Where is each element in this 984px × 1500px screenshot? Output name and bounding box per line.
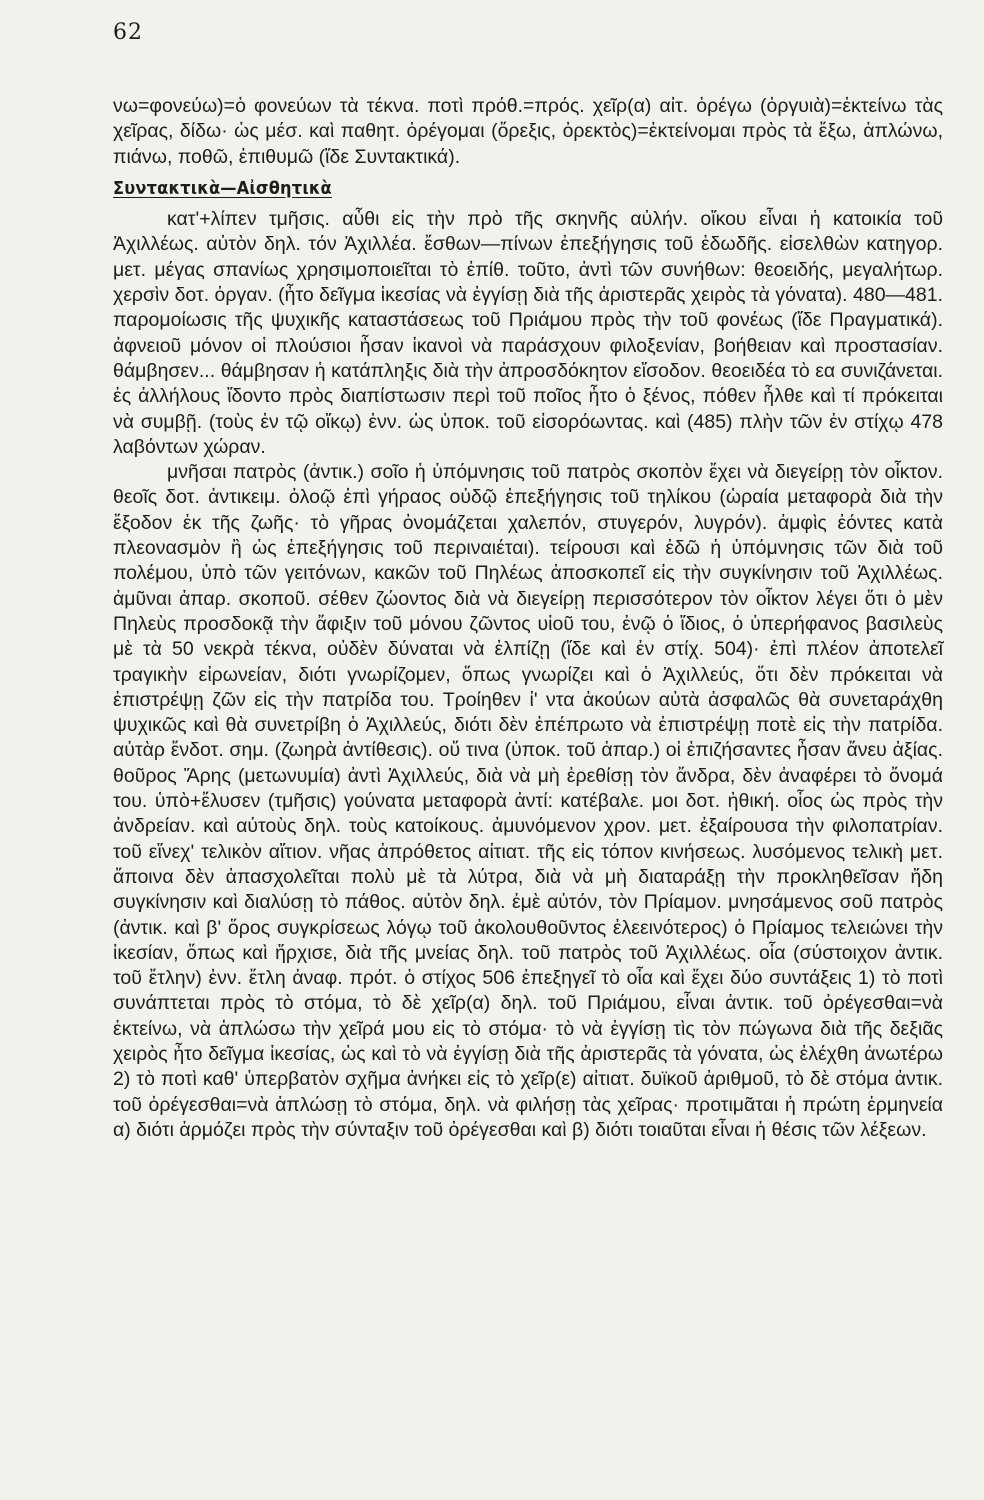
intro-paragraph: νω=φονεύω)=ὁ φονεύων τὰ τέκνα. ποτὶ πρόθ.=πρός. χεῖρ(α) αἰτ. ὀρέγω (ὀργυιὰ)=ἐκτείνω τὰς χεῖρας, δίδω· ὡς μέσ. καὶ παθητ. ὀρέγομαι (ὄρεξις, ὀρεκτὸς)=ἐκτείνομαι πρὸς τὰ ἔξω, ἁπλώνω, πιάνω, ποθῶ, ἐπιθυμῶ (ἴδε Συντακτικά). bbox=[113, 95, 943, 168]
page-number: 62 bbox=[113, 20, 143, 45]
section-heading: Συντακτικὰ—Αἰσθητικὰ bbox=[113, 177, 332, 199]
commentary-paragraph-2: μνῆσαι πατρὸς (ἀντικ.) σοῖο ἡ ὑπόμνησις τοῦ πατρὸς σκοπὸν ἔχει νὰ διεγείρῃ τὸν οἶκτον. θεοῖς δοτ. ἀντικειμ. ὀλοῷ ἐπὶ γήραος οὐδῷ ἐπεξήγησις τοῦ τηλίκου (ὡραία μεταφορὰ διὰ τὴν ἔξοδον ἐκ τῆς ζωῆς· τὸ γῆρας ὀνομάζεται χαλεπόν, στυγερόν, λυγρόν). ἀμφὶς ἐόντες κατὰ πλεονασμὸν ἢ ὡς ἐπεξήγησις τοῦ περιναιέται). τείρουσι καὶ ἐδῶ ἡ ὑπόμνησις τῶν διὰ τοῦ πολέμου, ὑπὸ τῶν γειτόνων, κακῶν τοῦ Πηλέως ἀποσκοπεῖ εἰς τὴν συγκίνησιν τοῦ Ἀχιλλέως. ἀμῦναι ἀπαρ. σκοποῦ. σέθεν ζώοντος διὰ νὰ διεγείρῃ περισσότερον τὸν οἶκτον λέγει ὅτι ὁ μὲν Πηλεὺς προσδοκᾷ τὴν ἄφιξιν τοῦ μόνου ζῶντος υἱοῦ του, ἐνῷ ὁ ἴδιος, ὁ ὑπερήφανος βασιλεὺς μὲ τὰ 50 νεκρὰ τέκνα, οὐδὲν δύναται νὰ ἐλπίζῃ (ἴδε καὶ ἐν στίχ. 504)· ἐπὶ πλέον ἀποτελεῖ τραγικὴν εἰρωνείαν, διότι γνωρίζομεν, ὅπως γνωρίζει καὶ ὁ Ἀχιλλεύς, ὅτι δὲν πρόκειται νὰ ἐπιστρέψῃ ζῶν εἰς τὴν πατρίδα του. Τροίηθεν ἰ' ντα ἀκούων αὐτὰ ἀσφαλῶς θὰ συνεταράχθη ψυχικῶς καὶ θὰ συνετρίβη ὁ Ἀχιλλεύς, διότι δὲν ἐπέπρωτο νὰ ἐπιστρέψῃ ποτὲ εἰς τὴν πατρίδα. αὐτὰρ ἔνδοτ. σημ. (ζωηρὰ ἀντίθεσις). οὔ τινα (ὑποκ. τοῦ ἀπαρ.) οἱ ἐπιζήσαντες ἦσαν ἄνευ ἀξίας. θοῦρος Ἄρης (μετωνυμία) ἀντὶ Ἀχιλλεύς, διὰ νὰ μὴ ἐρεθίσῃ τὸν ἄνδρα, δὲν ἀναφέρει τὸ ὄνομά του. ὑπὸ+ἔλυσεν (τμῆσις) γούνατα μεταφορὰ ἀντί: κατέβαλε. μοι δοτ. ἠθική. οἷος ὡς πρὸς τὴν ἀνδρείαν. καὶ αὐτοὺς δηλ. τοὺς κατοίκους. ἀμυνόμενον χρον. μετ. ἐξαίρουσα τὴν φιλοπατρίαν. τοῦ εἵνεχ' τελικὸν αἴτιον. νῆας ἀπρόθετος αἰτιατ. τῆς εἰς τόπον κινήσεως. λυσόμενος τελικὴ μετ. ἄποινα δὲν ἀπασχολεῖται πολὺ μὲ τὰ λύτρα, διὰ νὰ μὴ διαταράξῃ τὴν προκληθεῖσαν ἤδη συγκίνησιν καὶ διαλύσῃ τὸ πάθος. αὐτὸν δηλ. ἐμὲ αὐτόν, τὸν Πρίαμον. μνησάμενος σοῦ πατρὸς (ἀντικ. καὶ β' ὅρος συγκρίσεως λόγῳ τοῦ ἀκολουθοῦντος ἐλεεινότερος) ὁ Πρίαμος τελειώνει τὴν ἱκεσίαν, ὅπως καὶ ἤρχισε, διὰ τῆς μνείας δηλ. τοῦ πατρὸς τοῦ Ἀχιλλέως. οἷα (σύστοιχον ἀντικ. τοῦ ἔτλην) ἐνν. ἔτλη ἀναφ. πρότ. ὁ στίχος 506 ἐπεξηγεῖ τὸ οἷα καὶ ἔχει δύο συντάξεις 1) τὸ ποτὶ συνάπτεται πρὸς τὸ στόμα, τὸ δὲ χεῖρ(α) δηλ. τοῦ Πριάμου, εἶναι ἀντικ. τοῦ ὀρέγεσθαι=νὰ ἐκτείνω, νὰ ἁπλώσω τὴν χεῖρά μου εἰς τὸ στόμα· τὸ νὰ ἐγγίσῃ τὶς τὸν πώγωνα διὰ τῆς δεξιᾶς χειρὸς ἦτο δεῖγμα ἱκεσίας, ὡς καὶ τὸ νὰ ἐγγίσῃ διὰ τῆς ἀριστερᾶς τὰ γόνατα, ὡς ἐλέχθη ἀνωτέρω 2) τὸ ποτὶ καθ' ὑπερβατὸν σχῆμα ἀνήκει εἰς τὸ χεῖρ(ε) αἰτιατ. δυϊκοῦ ἀριθμοῦ, τὸ δὲ στόμα ἀντικ. τοῦ ὀρέγεσθαι=νὰ ἁπλώσῃ τὸ στόμα, δηλ. νὰ φιλήσῃ τὰς χεῖρας· προτιμᾶται ἡ πρώτη ἑρμηνεία α) διότι ἁρμόζει πρὸς τὴν σύνταξιν τοῦ ὀρέγεσθαι καὶ β) διότι τοιαῦται εἶναι ἡ θέσις τῶν λέξεων. bbox=[113, 461, 943, 1141]
commentary-paragraph-1: κατ'+λίπεν τμῆσις. αὖθι εἰς τὴν πρὸ τῆς σκηνῆς αὐλήν. οἴκου εἶναι ἡ κατοικία τοῦ Ἀχιλλέως. αὐτὸν δηλ. τόν Ἀχιλλέα. ἔσθων—πίνων ἐπεξήγησις τοῦ ἑδωδῆς. εἰσελθὼν κατηγορ. μετ. μέγας σπανίως χρησιμοποιεῖται τὸ ἐπίθ. τοῦτο, ἀντὶ τῶν συνήθων: θεοειδής, μεγαλήτωρ. χερσὶν δοτ. ὀργαν. (ἦτο δεῖγμα ἱκεσίας νὰ ἐγγίσῃ διὰ τῆς ἀριστερᾶς χειρὸς τὰ γόνατα). 480—481. παρομοίωσις τῆς ψυχικῆς καταστάσεως τοῦ Πριάμου πρὸς τὴν τοῦ φονέως (ἴδε Πραγματικά). ἀφνειοῦ μόνον οἱ πλούσιοι ἦσαν ἱκανοὶ νὰ παράσχουν φιλοξενίαν, βοήθειαν καὶ προστασίαν. θάμβησεν... θάμβησαν ἡ κατάπληξις διὰ τὴν ἀπροσδόκητον εἴσοδον. θεοειδέα τὸ εα συνιζάνεται. ἐς ἀλλήλους ἴδοντο πρὸς διαπίστωσιν περὶ τοῦ ποῖος ἦτο ὁ ξένος, πόθεν ἦλθε καὶ τί πρόκειται νὰ συμβῇ. (τοὺς ἐν τῷ οἴκῳ) ἐνν. ὡς ὑποκ. τοῦ εἰσορόωντας. καὶ (485) πλὴν τῶν ἐν στίχῳ 478 λαβόντων χώραν. bbox=[113, 208, 943, 458]
commentary-body bbox=[113, 94, 943, 1143]
